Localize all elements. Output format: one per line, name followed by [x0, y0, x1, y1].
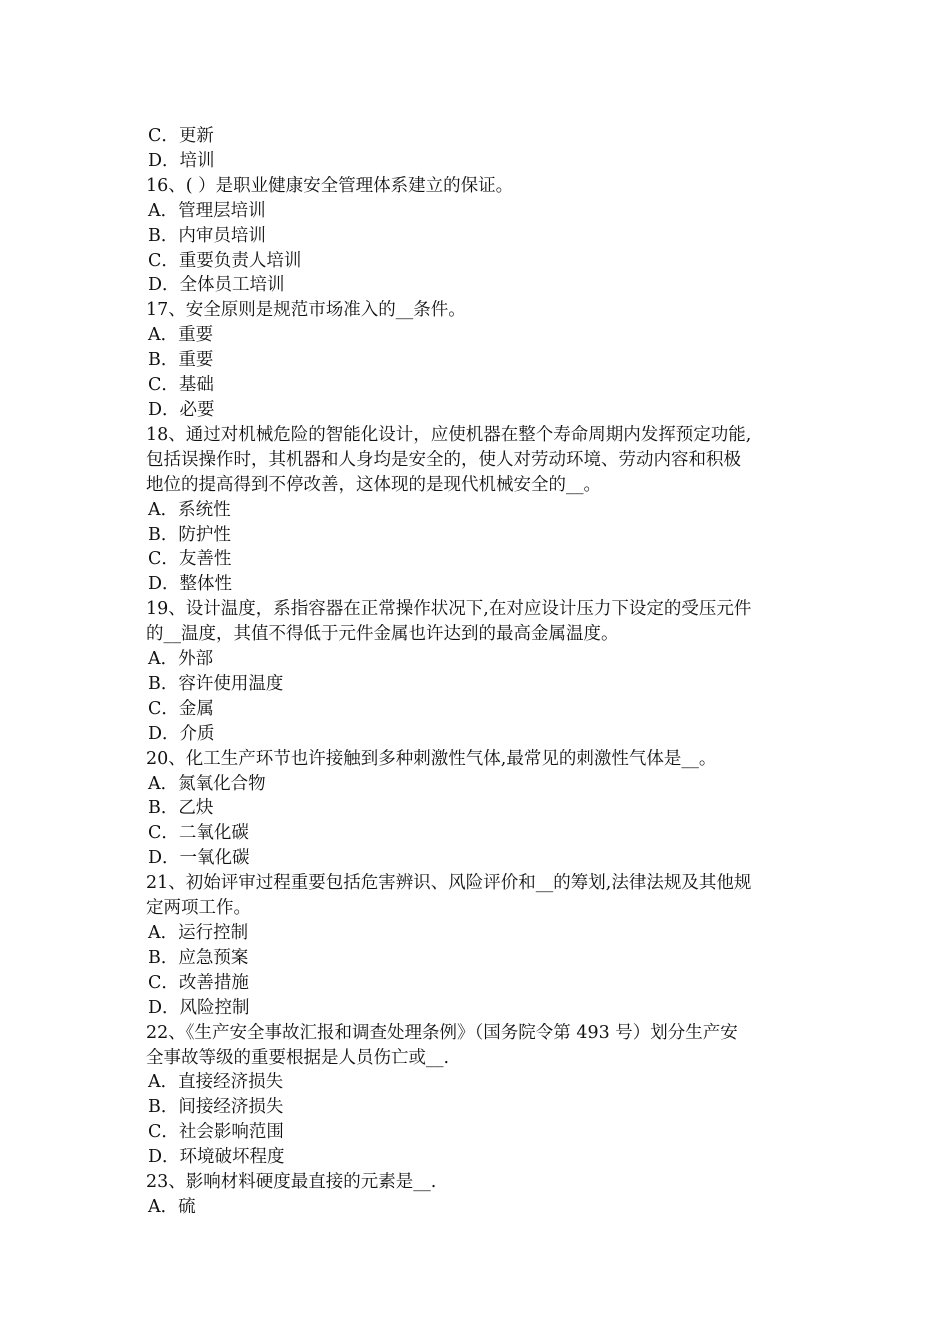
- answer-option: B．防护性: [148, 524, 231, 545]
- question-text: 19、设计温度，系指容器在正常操作状况下,在对应设计压力下设定的受压元件: [146, 599, 752, 620]
- answer-option: C．二氧化碳: [148, 823, 249, 844]
- answer-option: B．重要: [148, 350, 214, 371]
- document-body: [146, 124, 810, 1220]
- answer-option: B．乙炔: [148, 798, 214, 819]
- answer-option: D．必要: [148, 399, 215, 420]
- answer-option: A．氮氧化合物: [148, 773, 266, 794]
- answer-option: D．整体性: [148, 574, 233, 595]
- answer-option: B．容许使用温度: [148, 673, 284, 694]
- answer-option: B．内审员培训: [148, 225, 266, 246]
- question-text: 定两项工作。: [146, 898, 251, 919]
- question-text: 的__温度，其值不得低于元件金属也许达到的最高金属温度。: [146, 624, 619, 645]
- question-text: 22、《生产安全事故汇报和调查处理条例》（国务院令第 493 号）划分生产安: [146, 1022, 738, 1043]
- answer-option: A．系统性: [148, 499, 231, 520]
- answer-option: A．硫: [148, 1196, 196, 1217]
- answer-option: D．全体员工培训: [148, 275, 285, 296]
- answer-option: C．友善性: [148, 549, 232, 570]
- question-text: 17、安全原则是规范市场准入的__条件。: [146, 300, 466, 321]
- answer-option: A．重要: [148, 325, 214, 346]
- answer-option: D．培训: [148, 150, 215, 171]
- answer-option: D．风险控制: [148, 997, 250, 1018]
- question-text: 20、化工生产环节也许接触到多种刺激性气体,最常见的刺激性气体是__。: [146, 748, 717, 769]
- question-text: 18、通过对机械危险的智能化设计，应使机器在整个寿命周期内发挥预定功能,: [146, 424, 752, 445]
- answer-option: A．外部: [148, 649, 214, 670]
- question-text: 16、( ）是职业健康安全管理体系建立的保证。: [146, 175, 514, 196]
- question-text: 21、初始评审过程重要包括危害辨识、风险评价和__的筹划,法律法规及其他规: [146, 873, 752, 894]
- question-text: 全事故等级的重要根据是人员伤亡或__.: [146, 1047, 450, 1068]
- answer-option: C．社会影响范围: [148, 1122, 284, 1143]
- answer-option: D．一氧化碳: [148, 848, 250, 869]
- answer-option: C．重要负责人培训: [148, 250, 302, 271]
- answer-option: A．管理层培训: [148, 200, 266, 221]
- answer-option: D．环境破坏程度: [148, 1147, 285, 1168]
- answer-option: D．介质: [148, 723, 215, 744]
- answer-option: B．应急预案: [148, 947, 249, 968]
- answer-option: A．直接经济损失: [148, 1072, 284, 1093]
- answer-option: C．改善措施: [148, 972, 249, 993]
- question-text: 包括误操作时，其机器和人身均是安全的，使人对劳动环境、劳动内容和积极: [146, 449, 741, 470]
- question-text: 地位的提高得到不停改善，这体现的是现代机械安全的__。: [146, 474, 601, 495]
- answer-option: C．金属: [148, 698, 214, 719]
- answer-option: B．间接经济损失: [148, 1097, 284, 1118]
- answer-option: A．运行控制: [148, 923, 249, 943]
- answer-option: C．更新: [148, 126, 214, 146]
- question-text: 23、影响材料硬度最直接的元素是__.: [146, 1172, 437, 1193]
- answer-option: C．基础: [148, 375, 214, 396]
